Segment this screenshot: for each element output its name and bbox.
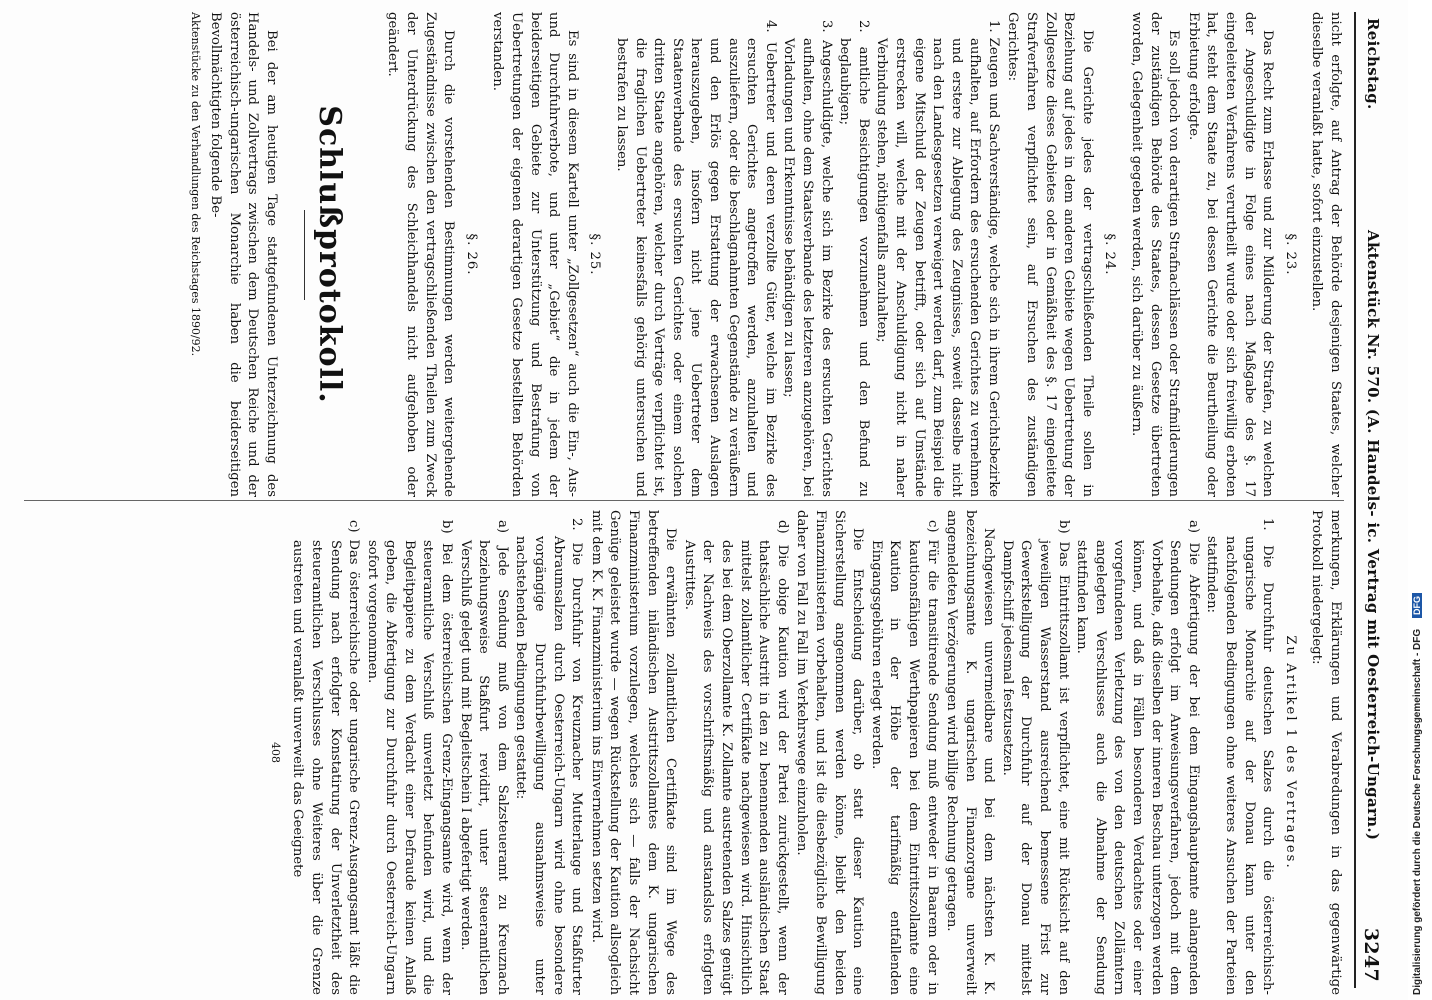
section-heading: §. 26. — [463, 233, 479, 276]
footnote: Aktenstücke zu den Verhandlungen des Reichstages 1890/92. — [188, 12, 202, 357]
page-number-header: 3247 — [1360, 927, 1382, 982]
paragraph: nicht erfolgte, auf Antrag der Behörde desjenigen Staates, welcher dieselbe veranlaßt hatte, sofort einzustellen. — [1309, 12, 1343, 497]
header-rule — [1354, 12, 1356, 988]
page-footer-number: 408 — [268, 742, 282, 763]
sub-item: c) Für die transitirende Sendung muß entweder in Baarem oder in kautionsfähigen Werthpapieren bei dem Eintrittszollamte eine Kaution in der Höhe der tarifmäßig entfallenden Eingangsgebühren erlegt werden. — [868, 520, 940, 995]
digitization-credit — [1412, 5, 1423, 995]
list-item: 1. Die Durchfuhr deutschen Salzes durch die österreichisch-ungarische Monarchie auf der Donau kann unter den nachfolgenden Bedingungen ohne weiteres Ansuchen der Parteien stattfinden: — [1204, 518, 1276, 995]
list-item: 2. amtliche Besichtigungen vorzunehmen und den Befund zu beglaubigen; — [837, 20, 871, 497]
title-rule — [304, 210, 305, 300]
paragraph: Durch die vorstehenden Bestimmungen werden weitergehende Zugeständnisse zwischen den vertragschließenden Theilen zum Zweck der Unterdrückung des Schleichhandels nicht aufgehoben oder geändert. — [385, 12, 457, 497]
paragraph: Es sind in diesem Kartell unter „Zollgesetzen“ auch die Ein-, Aus- und Durchfuhrverbote, und unter „Gebiet“ die in jedem der beiderseitigen Gebiete zur Unterstützung und Bestrafung von Uebertretungen der eigenen derartigen Gesetze bestellten Behörden verstanden. — [490, 12, 580, 497]
right-column — [14, 510, 1344, 995]
sub-item: b) Das Eintrittszollamt ist verpflichtet, eine mit Rücksicht auf den jeweiligen Wasserstand ausreichend bemessene Frist zur Gewerkstelligung der Durchfuhr auf der Donau mittelst Dampfschiff jedesmal festzusetzen. — [999, 520, 1071, 995]
digitization-text: Digitalisierung gefördert durch die Deutsche Forschungsgemeinschaft - DFG — [1412, 628, 1423, 995]
paragraph: merkungen, Erklärungen und Verabredungen in das gegenwärtige Protokoll niedergelegt: — [1309, 510, 1343, 995]
sub-item: d) Die obige Kaution wird der Partei zurückgestellt, wenn der thatsächliche Austritt in den zu benennenden ausländischen Staat mittelst zollamtlicher Certifikate nachgewiesen wird. Hinsichtlich des bei dem Oberzollamte K. Zollamte austretenden Salzes genügt der Nachweis des vorschriftsmäßig und anstandslos erfolgten Austrittes. — [681, 520, 790, 995]
paragraph: Bei der am heutigen Tage stattgefundenen Unterzeichnung des Handels- und Zollvertrags zwischen dem Deutschen Reiche und der österreichisch-ungarischen Monarchie haben die beiderseitigen Bevollmächtigten folgende Be- — [208, 12, 279, 497]
list-item: 3. Angeschuldigte, welche sich im Bezirke des ersuchten Gerichtes aufhalten, ohne dem Staatsverbande des letzteren anzugehören, bei Vorladungen und Erkenntnisse behändigen zu lassen; — [781, 20, 834, 497]
paragraph: Die Entscheidung darüber, ob statt dieser Kaution eine Sicherstellung angenommen werden könne, bleibt den beiden Finanzministerien vorbehalten, und ist die diesbezügliche Bewilligung daher von Fall zu Fall im Verkehrswege einzuholen. — [794, 510, 866, 995]
column-divider — [24, 500, 1344, 501]
sub-item: b) Bei dem österreichischen Grenz-Eingangsamte wird, wenn der steueramtliche Verschluß unverletzt befunden wird, und die Begleitpapiere zu dem Verdacht einer Defraude keinen Anlaß geben, die Abfertigung zur Durchfuhr durch Oesterreich-Ungarn sofort vorgenommen. — [364, 520, 455, 995]
paragraph: Das Recht zum Erlasse und zur Milderung der Strafen, zu welchen der Angeschuldigte in Folge eines nach Maßgabe des §. 17 eingeleiteten Verfahrens verurtheilt wurde oder sich freiwillig erboten hat, steht dem Staate zu, bei dessen Gerichte die Beurtheilung oder Erbietung erfolgte. — [1185, 12, 1276, 497]
paragraph: Die erwähnten zollamtlichen Certifikate sind im Wege des betreffenden inländischen Austrittszollamtes dem K. ungarischen Finanzministerium vorzulegen, welches sich — falls der Nachsicht Genüge geleistet wurde — wegen Rückstellung der Kaution allsogleich mit dem K. K. Finanzministerium ins Einvernehmen setzen wird. — [588, 510, 679, 995]
section-heading: §. 25. — [587, 233, 603, 276]
paragraph: Es soll jedoch von derartigen Strafnachlässen oder Strafmilderungen der zuständigen Behörde des Staates, dessen Gesetze übertreten worden, Gelegenheit gegeben werden, sich darüber zu äußern. — [1129, 12, 1182, 497]
sub-item: c) Das österreichische oder ungarische Grenz-Ausgangsamt läßt die Sendung nach erfolgter Konstatirung der Unverletztheit des steueramtlichen Verschlusses ohne Weiteres über die Grenze austreten und veranlaßt unverweilt das Geeignete — [290, 520, 362, 995]
paragraph: Nachgewiesen unvermeidbare und bei dem nächsten K. K. bezeichnungsamte K. ungarischen Finanzorgane unverweilt angemeldeten Verzögerungen wird billige Rechnung getragen. — [944, 510, 997, 995]
header-left: Reichstag. — [1364, 18, 1382, 110]
list-item: 4. Uebertreter und deren verzollte Güter, welche im Bezirke des ersuchten Gerichtes angetroffen werden, anzuhalten und auszuliefern, oder die beschlagnahmten Gegenstände zu veräußern und den Erlös gegen Erstattung der erwachsenen Auslagen herauszugeben, insofern nicht jene Uebertreter dem Staatenverbande des ersuchten Gerichtes oder einem solchen dritten Staate angehören, welcher durch Verträge verpflichtet ist, die fraglichen Uebertreter keinesfalls gehörig untersuchen und bestrafen zu lassen. — [614, 20, 778, 497]
list-item: 1. Zeugen und Sachverständige, welche sich in ihrem Gerichtsbezirke aufhalten, auf Erfordern des ersuchenden Gerichtes zu vernehmen und erstere zur Ablegung des Zeugnisses, soweit dasselbe nicht nach den Landesgesetzen verweigert werden darf, zum Beispiel die eigene Mitschuld der Zeugen betrifft, oder sich auf Umstände erstrecken will, welche mit der Anschuldigung nicht in naher Verbindung stehen, nöthigenfalls anzuhalten; — [874, 20, 1001, 497]
section-heading: §. 23. — [1282, 233, 1298, 276]
running-header — [1354, 0, 1390, 1000]
paragraph: Die Gerichte jedes der vertragschließenden Theile sollen in Beziehung auf jedes in dem anderen Gebiete wegen Uebertretung der Zollgesetze dieses Gebietes oder in Gemäßheit des §. 17 eingeleitete Strafverfahren verpflichtet sein, auf Ersuchen des zuständigen Gerichtes: — [1005, 12, 1095, 497]
section-heading: Zu Artikel 1 des Vertrages. — [1282, 635, 1298, 870]
left-column — [14, 12, 1344, 497]
dfg-logo: DFG — [1412, 593, 1422, 618]
sub-item: a) Die Abfertigung der bei dem Eingangshauptamte anlangenden Sendungen erfolgt im Anweisungsverfahren, jedoch mit dem Vorbehalte, daß dieselben der inneren Beschau unterzogen werden können, und daß in Fällen besonderen Verdachtes oder einer vorgefundenen Verletzung des von den deutschen Zollämtern angelegten Verschlusses auch die Abnahme der Sendung stattfinden kann. — [1074, 520, 1201, 995]
list-item: 2. Die Durchfuhr von Kreuznacher Mutterlauge und Staßfurter Abraumsalzen durch Oesterreich-Ungarn wird ohne besondere vorgängige Durchfuhrbewilligung ausnahmsweise unter nachstehenden Bedingungen gestattet: — [513, 518, 585, 995]
header-title: Aktenstück Nr. 570. (A. Handels- ic. Vertrag mit Oesterreich-Ungarn.) — [1364, 230, 1382, 841]
protocol-title: Schlußprotokoll. — [311, 105, 347, 404]
section-heading: §. 24. — [1102, 233, 1118, 276]
sub-item: a) Jede Sendung muß von dem Salzsteueramt zu Kreuznach beziehungsweise Staßfurt revidirt, unter steueramtlichen Verschluß gelegt und mit Begleitschein I abgefertigt werden. — [457, 520, 510, 995]
